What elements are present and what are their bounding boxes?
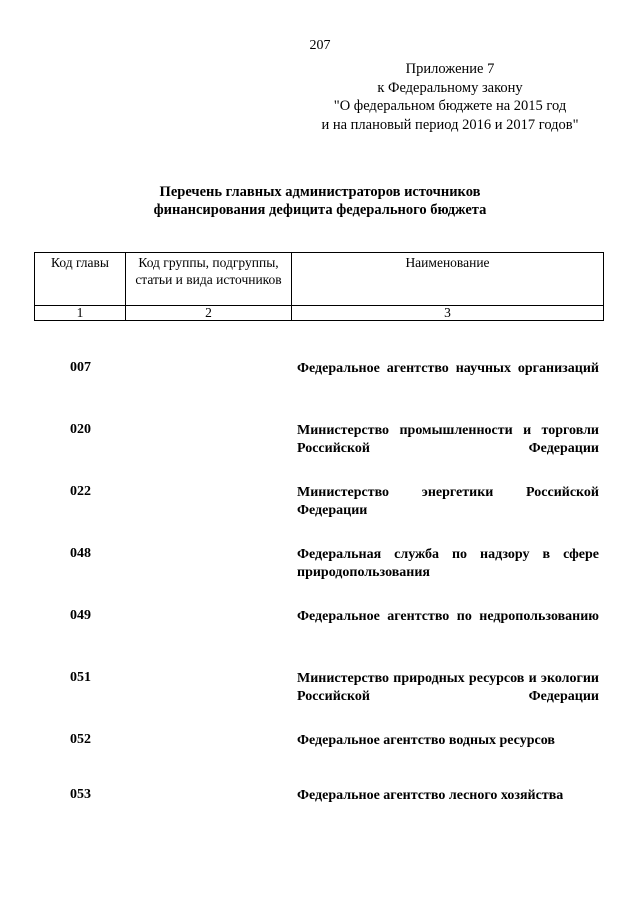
chapter-code: 053	[70, 787, 91, 802]
appendix-line: "О федеральном бюджете на 2015 год	[333, 98, 567, 114]
administrator-name: Федеральное агентство лесного хозяйства	[297, 788, 564, 803]
chapter-code: 020	[70, 422, 91, 437]
administrator-name: Министерство природных ресурсов и экологии Российской Федерации	[297, 671, 599, 704]
column-header-name: Наименование	[292, 253, 604, 306]
appendix-header	[300, 60, 600, 134]
title-line: Перечень главных администраторов источников	[159, 184, 481, 200]
chapter-code: 052	[70, 732, 91, 747]
chapter-code: 022	[70, 484, 91, 499]
column-header-chapter-code: Код главы	[35, 253, 126, 306]
column-number: 1	[35, 306, 126, 321]
header-table	[34, 252, 604, 321]
chapter-code: 049	[70, 608, 91, 623]
page-number: 207	[309, 38, 331, 53]
administrator-name: Федеральное агентство по недропользованию	[297, 609, 599, 624]
chapter-code: 051	[70, 670, 91, 685]
chapter-code: 007	[70, 360, 91, 375]
column-header-group-code: Код группы, подгруппы, статьи и вида источников	[126, 253, 292, 306]
chapter-code: 048	[70, 546, 91, 561]
administrator-name: Министерство энергетики Российской Федерации	[297, 485, 599, 518]
appendix-line: к Федеральному закону	[377, 79, 523, 96]
title-line: финансирования дефицита федерального бюджета	[153, 202, 487, 218]
appendix-line: и на плановый период 2016 и 2017 годов"	[321, 116, 579, 133]
administrator-name: Федеральное агентство водных ресурсов	[297, 733, 555, 748]
column-number: 3	[292, 306, 604, 321]
administrator-name: Министерство промышленности и торговли Российской Федерации	[297, 423, 599, 456]
administrator-name: Федеральное агентство научных организаций	[297, 361, 599, 376]
appendix-line: Приложение 7	[405, 61, 495, 77]
column-number: 2	[126, 306, 292, 321]
administrator-name: Федеральная служба по надзору в сфере природопользования	[297, 547, 599, 580]
document-title	[0, 183, 640, 219]
